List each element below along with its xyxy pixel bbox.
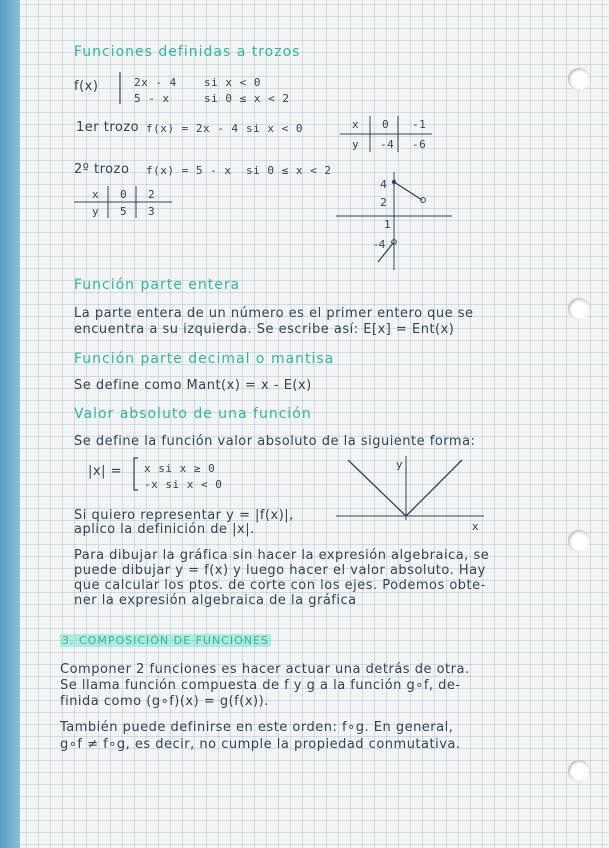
abs-intro: Se define la función valor absoluto de la siguiente forma: [74, 434, 476, 449]
table2-x-val: 2 [148, 188, 156, 201]
composicion-line: g∘f ≠ f∘g, es decir, no cumple la propiedad conmutativa. [60, 737, 461, 752]
composicion-line: Componer 2 funciones es hacer actuar una detrás de otra. [60, 662, 470, 677]
table1-y-val: -4 [380, 138, 395, 151]
graph-tick: 2 [380, 196, 388, 209]
abs-lhs: |x| = [88, 464, 122, 479]
graph-tick: -4 [374, 238, 386, 251]
graph-tick: 4 [380, 178, 388, 191]
table2-x-val: 0 [120, 188, 128, 201]
fx-label: f(x) [74, 79, 99, 94]
table1-x-val: 0 [382, 118, 390, 131]
table2-x-header: x [92, 188, 100, 201]
tramo1-cond: si x < 0 [246, 122, 303, 135]
abs-para-line: que calcular los ptos. de corte con los ejes. Podemos obte- [74, 578, 486, 593]
graph-tick: 1 [384, 218, 392, 231]
abs-para-line: puede dibujar y = f(x) y luego hacer el valor absoluto. Hay [74, 563, 486, 578]
heading-parte-decimal: Función parte decimal o mantisa [74, 351, 335, 367]
composicion-line: También puede definirse en este orden: f∘g. En general, [60, 720, 454, 735]
heading-composicion: 3. COMPOSICIÓN DE FUNCIONES [62, 634, 269, 647]
table1-x-val: -1 [412, 118, 427, 131]
case1-expr: 2x - 4 [134, 76, 177, 89]
abs-line3: aplico la definición de |x|. [74, 522, 255, 537]
mantisa-def: Se define como Mant(x) = x - E(x) [74, 378, 312, 393]
heading-parte-entera: Función parte entera [74, 277, 241, 293]
abs-case1: x si x ≥ 0 [144, 462, 216, 475]
table2-y-header: y [92, 205, 100, 218]
table1-y-header: y [352, 138, 360, 151]
tramo2-cond: si 0 ≤ x < 2 [246, 164, 332, 177]
composicion-line: Se llama función compuesta de f y g a la función g∘f, de- [60, 678, 461, 693]
abs-line2: Si quiero representar y = |f(x)|, [74, 508, 294, 523]
parte-entera-line1: La parte entera de un número es el primer entero que se [74, 306, 474, 321]
abs-graph-x-label: x [472, 520, 480, 533]
parte-entera-line2: encuentra a su izquierda. Se escribe así: E[x] = Ent(x) [74, 322, 455, 337]
abs-case2: -x si x < 0 [144, 478, 223, 491]
tramo1-label: 1er trozo [76, 120, 140, 135]
tramo2-eq: f(x) = 5 - x [146, 164, 232, 177]
abs-graph-y-label: y [396, 458, 404, 471]
table1-y-val: -6 [412, 138, 427, 151]
tramo1-eq: f(x) = 2x - 4 [146, 122, 239, 135]
table2-y-val: 5 [120, 205, 128, 218]
abs-para-line: Para dibujar la gráfica sin hacer la expresión algebraica, se [74, 548, 490, 563]
case1-cond: si x < 0 [204, 76, 261, 89]
abs-para-line: ner la expresión algebraica de la gráfica [74, 593, 357, 608]
composicion-line: finida como (g∘f)(x) = g(f(x)). [60, 694, 269, 709]
table2-y-val: 3 [148, 205, 156, 218]
heading-valor-absoluto: Valor absoluto de una función [74, 406, 312, 422]
case2-expr: 5 - x [134, 92, 170, 105]
tramo2-label: 2º trozo [74, 162, 130, 177]
table1-x-header: x [352, 118, 360, 131]
heading-piecewise: Funciones definidas a trozos [74, 44, 301, 60]
case2-cond: si 0 ≤ x < 2 [204, 92, 290, 105]
